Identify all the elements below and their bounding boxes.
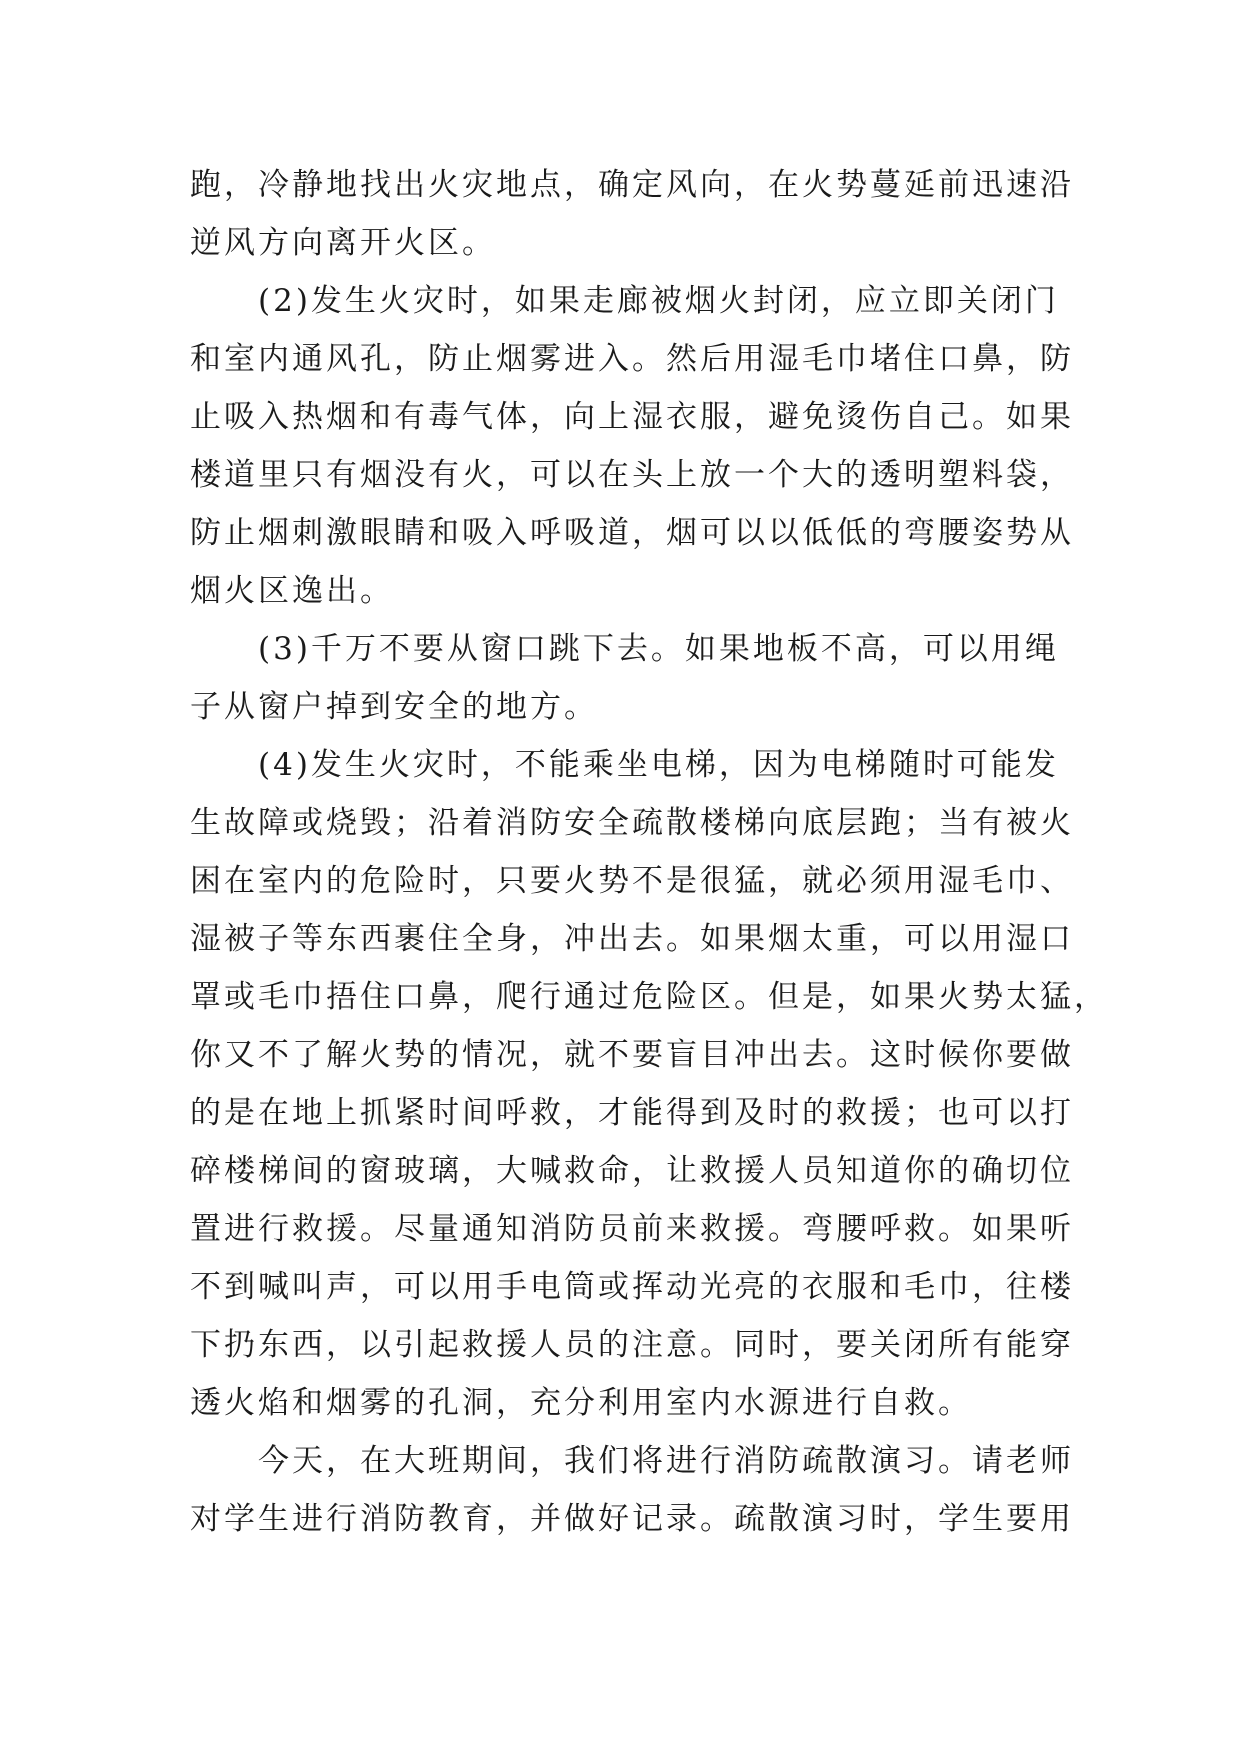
text-line: 对学生进行消防教育，并做好记录。疏散演习时，学生要用	[190, 1501, 1074, 1537]
text-line: (3)千万不要从窗口跳下去。如果地板不高，可以用绳	[258, 631, 1059, 667]
text-line: 生故障或烧毁；沿着消防安全疏散楼梯向底层跑；当有被火	[190, 805, 1074, 841]
text-line: 防止烟刺激眼睛和吸入呼吸道，烟可以以低低的弯腰姿势从	[190, 515, 1074, 551]
text-line: 透火焰和烟雾的孔洞，充分利用室内水源进行自救。	[190, 1385, 972, 1421]
text-line: 烟火区逸出。	[190, 573, 394, 609]
text-line: 跑，冷静地找出火灾地点，确定风向，在火势蔓延前迅速沿	[190, 167, 1074, 203]
text-line: 今天，在大班期间，我们将进行消防疏散演习。请老师	[258, 1443, 1074, 1479]
text-line: (2)发生火灾时，如果走廊被烟火封闭，应立即关闭门	[258, 283, 1059, 319]
text-line: (4)发生火灾时，不能乘坐电梯，因为电梯随时可能发	[258, 747, 1059, 783]
text-line: 楼道里只有烟没有火，可以在头上放一个大的透明塑料袋，	[190, 457, 1074, 493]
text-line: 和室内通风孔，防止烟雾进入。然后用湿毛巾堵住口鼻，防	[190, 341, 1074, 377]
text-line: 不到喊叫声，可以用手电筒或挥动光亮的衣服和毛巾，往楼	[190, 1269, 1074, 1305]
text-line: 困在室内的危险时，只要火势不是很猛，就必须用湿毛巾、	[190, 863, 1074, 899]
text-line: 碎楼梯间的窗玻璃，大喊救命，让救援人员知道你的确切位	[190, 1153, 1074, 1189]
text-line: 子从窗户掉到安全的地方。	[190, 689, 598, 725]
text-line: 你又不了解火势的情况，就不要盲目冲出去。这时候你要做	[190, 1037, 1074, 1073]
text-line: 湿被子等东西裹住全身，冲出去。如果烟太重，可以用湿口	[190, 921, 1074, 957]
text-line: 置进行救援。尽量通知消防员前来救援。弯腰呼救。如果听	[190, 1211, 1074, 1247]
text-line: 下扔东西，以引起救援人员的注意。同时，要关闭所有能穿	[190, 1327, 1074, 1363]
body-text	[190, 156, 1108, 1548]
text-line: 逆风方向离开火区。	[190, 225, 496, 261]
text-line: 的是在地上抓紧时间呼救，才能得到及时的救援；也可以打	[190, 1095, 1074, 1131]
text-line: 罩或毛巾捂住口鼻，爬行通过危险区。但是，如果火势太猛，	[190, 979, 1108, 1015]
text-line: 止吸入热烟和有毒气体，向上湿衣服，避免烫伤自己。如果	[190, 399, 1074, 435]
